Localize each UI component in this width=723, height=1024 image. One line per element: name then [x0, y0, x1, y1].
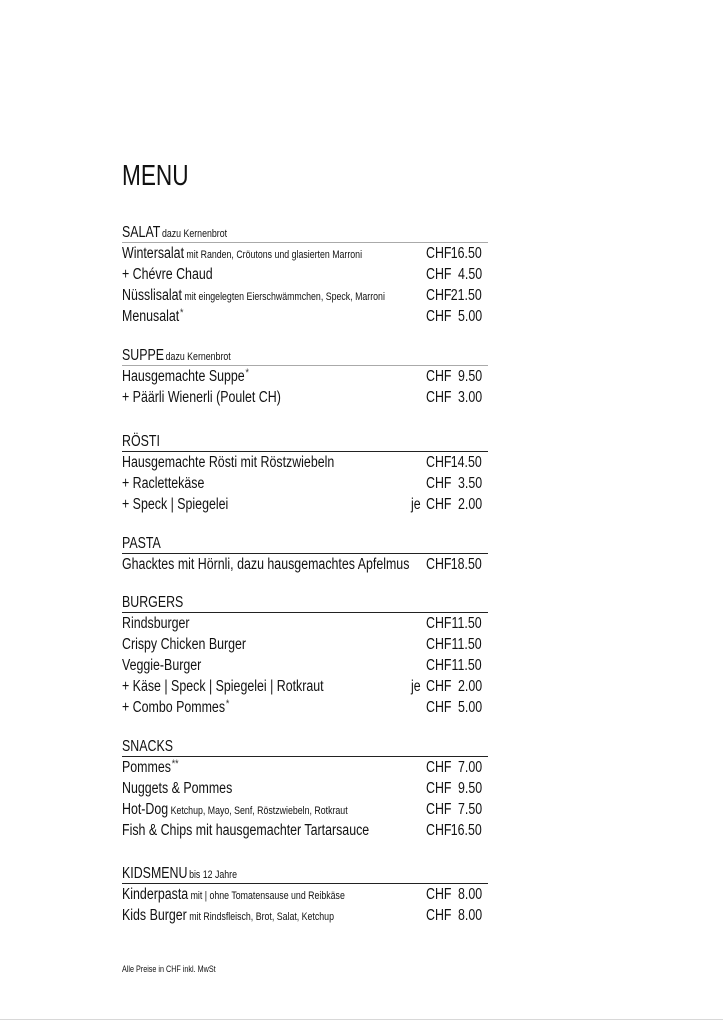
item-name: Hausgemachte Suppe	[122, 368, 245, 385]
section-roesti	[122, 433, 488, 515]
section-kidsmenu	[122, 865, 488, 926]
item-currency: CHF	[426, 759, 452, 776]
item-price: 3.00	[457, 389, 482, 406]
section-header	[122, 535, 488, 554]
item-note: mit Rindsfleisch, Brot, Salat, Ketchup	[189, 911, 334, 923]
menu-item	[122, 554, 488, 575]
item-price: 7.00	[457, 759, 482, 776]
asterisk-mark: **	[171, 758, 179, 770]
item-name: Crispy Chicken Burger	[122, 636, 247, 653]
item-name: + Päärli Wienerli (Poulet CH)	[122, 389, 281, 406]
item-name: Kinderpasta	[122, 886, 189, 903]
menu-title: MENU	[122, 160, 189, 192]
section-title: BURGERS	[122, 594, 184, 611]
item-note: mit | ohne Tomatensause und Reibkäse	[190, 890, 345, 902]
item-price: 16.50	[450, 822, 482, 839]
menu-item	[122, 306, 488, 327]
section-snacks	[122, 738, 488, 841]
section-salat	[122, 224, 488, 327]
menu-item	[122, 285, 488, 306]
section-header	[122, 594, 488, 613]
section-header	[122, 738, 488, 757]
item-currency: CHF	[426, 266, 452, 283]
page-bottom-divider	[0, 1019, 723, 1020]
menu-item	[122, 387, 488, 408]
menu-item	[122, 697, 488, 718]
item-currency: CHF	[426, 780, 452, 797]
section-title: PASTA	[122, 535, 161, 552]
item-price: 8.00	[457, 907, 482, 924]
item-note: mit eingelegten Eierschwämmchen, Speck, Marroni	[184, 291, 385, 303]
item-price: 5.00	[457, 308, 482, 325]
item-currency: CHF	[426, 886, 452, 903]
item-name: Rindsburger	[122, 615, 190, 632]
item-name: + Käse | Speck | Spiegelei | Rotkraut	[122, 678, 324, 695]
item-currency: CHF	[426, 822, 452, 839]
item-currency: CHF	[426, 907, 452, 924]
section-pasta	[122, 535, 488, 575]
item-currency: CHF	[426, 678, 452, 695]
item-name: + Raclettekäse	[122, 475, 205, 492]
section-title: SALAT	[122, 224, 161, 241]
item-note: mit Randen, Cröutons und glasierten Marroni	[186, 249, 363, 261]
menu-item	[122, 905, 488, 926]
section-subtitle: dazu Kernenbrot	[165, 351, 231, 363]
item-name: Nuggets & Pommes	[122, 780, 233, 797]
menu-item	[122, 820, 488, 841]
section-suppe	[122, 347, 488, 408]
item-price: 2.00	[457, 678, 482, 695]
section-title: SNACKS	[122, 738, 173, 755]
item-price: 11.50	[451, 636, 482, 653]
item-price: 14.50	[450, 454, 482, 471]
item-price: 8.00	[457, 886, 482, 903]
section-header	[122, 347, 488, 366]
menu-item	[122, 676, 488, 697]
menu-item	[122, 757, 488, 778]
item-currency: CHF	[426, 657, 452, 674]
item-currency: CHF	[426, 245, 452, 262]
item-price: 18.50	[450, 556, 482, 573]
section-header	[122, 224, 488, 243]
item-currency: CHF	[426, 615, 452, 632]
item-note: Ketchup, Mayo, Senf, Röstzwiebeln, Rotkraut	[170, 805, 348, 817]
item-name: Menusalat	[122, 308, 180, 325]
menu-item	[122, 264, 488, 285]
menu-item	[122, 634, 488, 655]
item-name: + Combo Pommes	[122, 699, 226, 716]
item-je-label: je	[411, 678, 421, 695]
asterisk-mark: *	[225, 698, 230, 710]
item-name: Nüsslisalat	[122, 287, 182, 304]
item-name: Hot-Dog	[122, 801, 169, 818]
item-currency: CHF	[426, 636, 452, 653]
section-title: SUPPE	[122, 347, 165, 364]
menu-item	[122, 778, 488, 799]
menu-item	[122, 799, 488, 820]
item-currency: CHF	[426, 454, 452, 471]
item-price: 7.50	[457, 801, 482, 818]
item-price: 11.50	[451, 615, 482, 632]
menu-item	[122, 494, 488, 515]
asterisk-mark: *	[245, 367, 249, 379]
item-je-label: je	[411, 496, 421, 513]
menu-item	[122, 613, 488, 634]
section-subtitle: dazu Kernenbrot	[161, 228, 228, 240]
item-price: 5.00	[457, 699, 482, 716]
menu-item	[122, 655, 488, 676]
menu-item	[122, 473, 488, 494]
item-price: 9.50	[457, 368, 482, 385]
item-currency: CHF	[426, 801, 452, 818]
item-currency: CHF	[426, 368, 452, 385]
item-name: Veggie-Burger	[122, 657, 202, 674]
section-title: RÖSTI	[122, 433, 160, 450]
menu-item	[122, 243, 488, 264]
asterisk-mark: *	[180, 307, 184, 319]
item-currency: CHF	[426, 308, 452, 325]
item-name: Wintersalat	[122, 245, 185, 262]
item-price: 21.50	[450, 287, 482, 304]
item-name: Hausgemachte Rösti mit Röstzwiebeln	[122, 454, 335, 471]
item-currency: CHF	[426, 287, 452, 304]
item-currency: CHF	[426, 556, 452, 573]
item-name: Ghacktes mit Hörnli, dazu hausgemachtes Apfelmus	[122, 556, 410, 573]
section-burgers	[122, 594, 488, 718]
item-name: + Chévre Chaud	[122, 266, 213, 283]
section-header	[122, 865, 488, 884]
item-currency: CHF	[426, 496, 452, 513]
section-header	[122, 433, 488, 452]
menu-item	[122, 884, 488, 905]
section-subtitle: bis 12 Jahre	[189, 869, 238, 881]
item-price: 2.00	[457, 496, 482, 513]
price-footnote: Alle Preise in CHF inkl. MwSt	[122, 964, 216, 974]
item-price: 16.50	[450, 245, 482, 262]
item-currency: CHF	[426, 475, 452, 492]
menu-item	[122, 366, 488, 387]
item-price: 9.50	[457, 780, 482, 797]
item-currency: CHF	[426, 699, 452, 716]
item-price: 11.50	[451, 657, 482, 674]
item-price: 4.50	[457, 266, 482, 283]
item-name: + Speck | Spiegelei	[122, 496, 229, 513]
item-price: 3.50	[457, 475, 482, 492]
menu-item	[122, 452, 488, 473]
item-currency: CHF	[426, 389, 452, 406]
section-title: KIDSMENU	[122, 865, 188, 882]
item-name: Fish & Chips mit hausgemachter Tartarsauce	[122, 822, 370, 839]
item-name: Pommes	[122, 759, 171, 776]
item-name: Kids Burger	[122, 907, 187, 924]
